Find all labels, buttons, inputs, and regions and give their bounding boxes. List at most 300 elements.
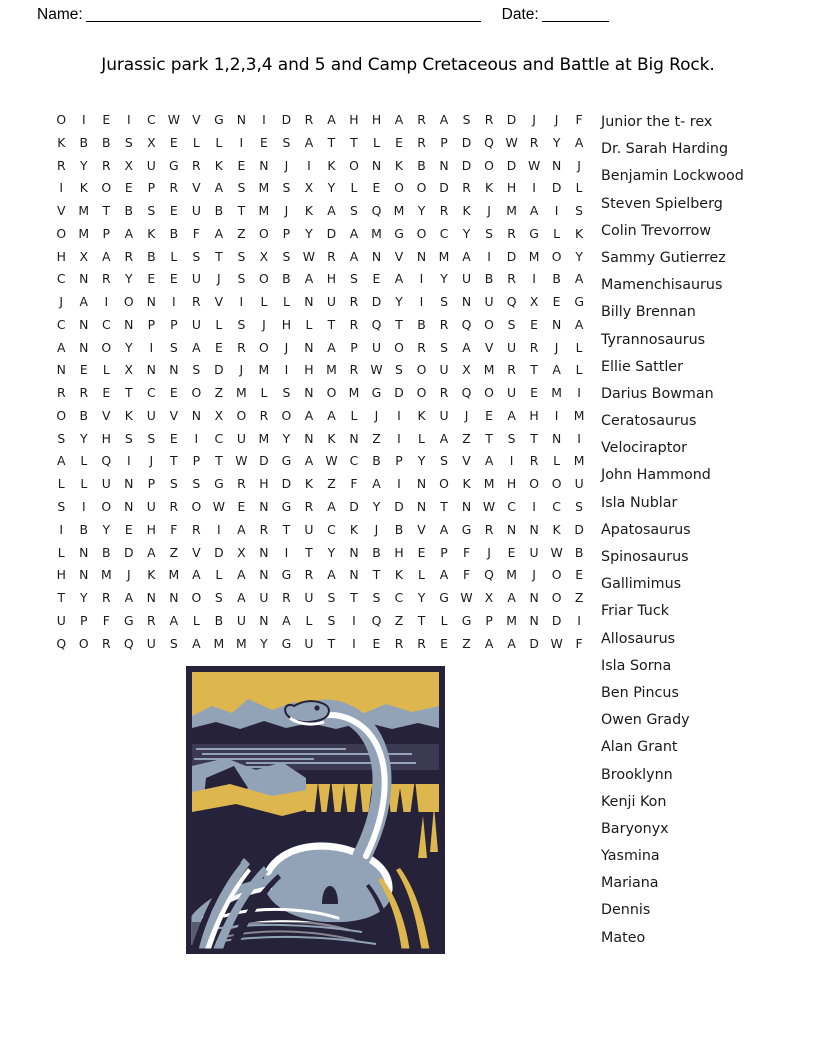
grid-cell[interactable]: N: [529, 590, 539, 606]
grid-cell[interactable]: K: [57, 134, 66, 150]
grid-cell[interactable]: S: [237, 248, 246, 264]
grid-cell[interactable]: B: [394, 521, 404, 537]
grid-cell[interactable]: I: [532, 271, 536, 287]
grid-cell[interactable]: N: [551, 430, 562, 446]
grid-cell[interactable]: G: [281, 499, 292, 515]
grid-cell[interactable]: U: [326, 294, 336, 310]
grid-cell[interactable]: J: [554, 339, 559, 355]
grid-cell[interactable]: W: [302, 248, 316, 264]
grid-cell[interactable]: O: [484, 316, 494, 332]
grid-cell[interactable]: R: [439, 316, 449, 332]
grid-cell[interactable]: A: [529, 203, 539, 219]
grid-cell[interactable]: S: [282, 248, 291, 264]
grid-cell[interactable]: N: [371, 248, 382, 264]
grid-cell[interactable]: B: [147, 248, 156, 264]
grid-cell[interactable]: R: [484, 112, 494, 127]
grid-cell[interactable]: R: [417, 635, 426, 651]
grid-cell[interactable]: Q: [371, 316, 382, 332]
grid-cell[interactable]: K: [327, 157, 336, 173]
grid-cell[interactable]: L: [575, 180, 583, 196]
grid-cell[interactable]: O: [551, 476, 562, 492]
word-list-item[interactable]: Brooklynn: [601, 766, 673, 783]
grid-cell[interactable]: A: [327, 499, 336, 515]
grid-cell[interactable]: F: [350, 476, 358, 492]
grid-cell[interactable]: M: [506, 203, 517, 219]
grid-cell[interactable]: C: [507, 499, 516, 515]
grid-cell[interactable]: S: [192, 476, 201, 492]
grid-cell[interactable]: I: [397, 407, 401, 423]
grid-cell[interactable]: U: [191, 203, 201, 219]
grid-cell[interactable]: J: [284, 339, 289, 355]
grid-cell[interactable]: K: [462, 203, 471, 219]
grid-cell[interactable]: W: [167, 112, 180, 127]
grid-cell[interactable]: D: [371, 294, 382, 310]
grid-cell[interactable]: M: [573, 407, 585, 423]
grid-cell[interactable]: T: [305, 544, 313, 560]
grid-cell[interactable]: U: [146, 407, 156, 423]
grid-cell[interactable]: I: [126, 453, 131, 469]
grid-cell[interactable]: T: [125, 385, 133, 401]
grid-cell[interactable]: F: [170, 521, 178, 537]
grid-cell[interactable]: G: [124, 612, 134, 628]
grid-cell[interactable]: R: [417, 134, 426, 150]
grid-cell[interactable]: B: [169, 225, 179, 241]
grid-cell[interactable]: I: [149, 339, 154, 355]
grid-cell[interactable]: O: [439, 476, 449, 492]
grid-cell[interactable]: E: [214, 339, 223, 355]
grid-cell[interactable]: N: [416, 248, 427, 264]
grid-cell[interactable]: S: [350, 203, 358, 219]
grid-cell[interactable]: Q: [461, 385, 472, 401]
word-list-item[interactable]: John Hammond: [601, 467, 711, 484]
grid-cell[interactable]: Q: [101, 453, 112, 469]
grid-cell[interactable]: B: [282, 271, 291, 287]
grid-cell[interactable]: L: [305, 316, 313, 332]
grid-cell[interactable]: A: [79, 294, 89, 310]
grid-cell[interactable]: H: [394, 544, 404, 560]
grid-cell[interactable]: A: [349, 248, 359, 264]
grid-cell[interactable]: C: [56, 316, 66, 332]
word-list-item[interactable]: Darius Bowman: [601, 385, 714, 402]
grid-cell[interactable]: M: [483, 362, 495, 378]
grid-cell[interactable]: T: [237, 203, 246, 219]
grid-cell[interactable]: A: [57, 339, 66, 355]
grid-cell[interactable]: N: [371, 157, 382, 173]
grid-cell[interactable]: J: [262, 316, 266, 332]
grid-cell[interactable]: H: [326, 271, 337, 287]
grid-cell[interactable]: N: [551, 316, 562, 332]
grid-cell[interactable]: E: [372, 271, 381, 287]
grid-cell[interactable]: S: [237, 316, 246, 332]
word-list-item[interactable]: Kenji Kon: [601, 793, 667, 810]
grid-cell[interactable]: R: [237, 476, 246, 492]
grid-cell[interactable]: S: [282, 180, 291, 196]
grid-cell[interactable]: R: [529, 339, 539, 355]
grid-cell[interactable]: Y: [282, 430, 291, 446]
grid-cell[interactable]: V: [462, 453, 471, 469]
grid-cell[interactable]: B: [214, 612, 224, 628]
grid-cell[interactable]: X: [484, 590, 494, 606]
grid-cell[interactable]: P: [485, 612, 493, 628]
grid-cell[interactable]: E: [102, 385, 111, 401]
grid-cell[interactable]: M: [100, 567, 112, 583]
grid-cell[interactable]: W: [235, 453, 248, 469]
word-list-item[interactable]: Mamenchisaurus: [601, 277, 723, 294]
grid-cell[interactable]: E: [575, 567, 584, 583]
grid-cell[interactable]: U: [146, 499, 156, 515]
grid-cell[interactable]: M: [78, 225, 90, 241]
grid-cell[interactable]: N: [124, 499, 134, 515]
grid-cell[interactable]: Y: [125, 271, 133, 287]
grid-cell[interactable]: T: [350, 590, 358, 606]
grid-cell[interactable]: I: [397, 476, 401, 492]
grid-cell[interactable]: U: [462, 271, 472, 287]
grid-cell[interactable]: G: [281, 453, 292, 469]
grid-cell[interactable]: H: [506, 180, 517, 196]
grid-cell[interactable]: U: [304, 590, 314, 606]
grid-cell[interactable]: V: [102, 407, 111, 423]
grid-cell[interactable]: S: [327, 612, 336, 628]
grid-cell[interactable]: S: [327, 590, 336, 606]
grid-cell[interactable]: Y: [125, 339, 133, 355]
grid-cell[interactable]: D: [439, 180, 449, 196]
grid-cell[interactable]: E: [530, 385, 538, 401]
grid-cell[interactable]: P: [440, 544, 448, 560]
grid-cell[interactable]: X: [237, 544, 246, 560]
grid-cell[interactable]: V: [484, 339, 494, 355]
grid-cell[interactable]: I: [554, 407, 559, 423]
grid-cell[interactable]: Q: [371, 203, 382, 219]
grid-cell[interactable]: N: [124, 476, 134, 492]
grid-cell[interactable]: D: [326, 225, 337, 241]
grid-cell[interactable]: K: [394, 567, 404, 583]
grid-cell[interactable]: A: [147, 544, 156, 560]
grid-cell[interactable]: E: [124, 180, 133, 196]
grid-cell[interactable]: S: [57, 430, 66, 446]
grid-cell[interactable]: G: [281, 567, 292, 583]
grid-cell[interactable]: D: [349, 499, 359, 515]
grid-cell[interactable]: U: [191, 271, 201, 287]
grid-cell[interactable]: N: [349, 430, 359, 446]
grid-cell[interactable]: E: [552, 294, 561, 310]
grid-cell[interactable]: H: [146, 521, 156, 537]
word-list-item[interactable]: Mariana: [601, 875, 659, 892]
grid-cell[interactable]: A: [327, 112, 336, 127]
grid-cell[interactable]: H: [259, 476, 269, 492]
grid-cell[interactable]: O: [101, 339, 112, 355]
grid-cell[interactable]: A: [304, 453, 314, 469]
grid-cell[interactable]: T: [327, 316, 336, 332]
grid-cell[interactable]: R: [101, 635, 111, 651]
grid-cell[interactable]: A: [372, 476, 381, 492]
grid-cell[interactable]: D: [461, 157, 472, 173]
grid-cell[interactable]: O: [484, 385, 494, 401]
word-list-item[interactable]: Steven Spielberg: [601, 195, 723, 212]
word-list-item[interactable]: Gallimimus: [601, 576, 682, 593]
grid-cell[interactable]: A: [327, 203, 336, 219]
word-list-item[interactable]: Isla Sorna: [601, 657, 672, 674]
grid-cell[interactable]: F: [192, 225, 200, 241]
grid-cell[interactable]: H: [56, 567, 66, 583]
grid-cell[interactable]: N: [169, 590, 179, 606]
grid-cell[interactable]: U: [439, 407, 449, 423]
grid-cell[interactable]: E: [485, 407, 493, 423]
grid-cell[interactable]: R: [462, 180, 471, 196]
grid-cell[interactable]: K: [349, 521, 359, 537]
grid-cell[interactable]: M: [483, 476, 495, 492]
grid-cell[interactable]: Y: [395, 294, 403, 310]
grid-cell[interactable]: B: [484, 271, 494, 287]
grid-cell[interactable]: C: [552, 499, 561, 515]
grid-cell[interactable]: U: [304, 635, 314, 651]
grid-cell[interactable]: U: [146, 157, 156, 173]
grid-cell[interactable]: N: [304, 385, 314, 401]
grid-cell[interactable]: Y: [440, 271, 448, 287]
grid-cell[interactable]: K: [394, 157, 404, 173]
grid-cell[interactable]: D: [506, 112, 517, 127]
grid-cell[interactable]: J: [239, 362, 244, 378]
grid-cell[interactable]: V: [192, 112, 201, 127]
grid-cell[interactable]: C: [146, 385, 156, 401]
grid-cell[interactable]: Y: [79, 157, 88, 173]
grid-cell[interactable]: A: [484, 453, 494, 469]
grid-cell[interactable]: E: [237, 499, 246, 515]
grid-cell[interactable]: G: [281, 635, 292, 651]
grid-cell[interactable]: R: [56, 385, 66, 401]
grid-cell[interactable]: Y: [102, 521, 111, 537]
grid-cell[interactable]: L: [80, 453, 88, 469]
grid-cell[interactable]: T: [215, 248, 223, 264]
grid-cell[interactable]: N: [304, 294, 314, 310]
grid-cell[interactable]: X: [529, 294, 539, 310]
grid-cell[interactable]: R: [507, 271, 516, 287]
grid-cell[interactable]: A: [327, 567, 336, 583]
grid-cell[interactable]: P: [147, 316, 156, 332]
grid-cell[interactable]: L: [192, 134, 200, 150]
grid-cell[interactable]: M: [78, 203, 90, 219]
grid-cell[interactable]: M: [551, 385, 562, 401]
grid-cell[interactable]: N: [529, 521, 539, 537]
grid-cell[interactable]: D: [506, 248, 517, 264]
grid-cell[interactable]: R: [147, 612, 156, 628]
grid-cell[interactable]: V: [57, 203, 66, 219]
grid-cell[interactable]: M: [348, 385, 360, 401]
grid-cell[interactable]: E: [395, 134, 403, 150]
grid-cell[interactable]: A: [574, 271, 584, 287]
grid-cell[interactable]: G: [169, 157, 179, 173]
grid-cell[interactable]: N: [259, 157, 269, 173]
grid-cell[interactable]: N: [56, 362, 66, 378]
grid-cell[interactable]: R: [349, 316, 359, 332]
grid-cell[interactable]: O: [78, 635, 89, 651]
grid-cell[interactable]: C: [56, 271, 66, 287]
grid-cell[interactable]: F: [575, 112, 583, 127]
grid-cell[interactable]: M: [326, 362, 337, 378]
grid-cell[interactable]: P: [192, 453, 201, 469]
grid-cell[interactable]: U: [146, 635, 156, 651]
grid-cell[interactable]: R: [529, 134, 539, 150]
grid-cell[interactable]: O: [191, 590, 202, 606]
grid-cell[interactable]: J: [374, 521, 379, 537]
grid-cell[interactable]: E: [169, 203, 178, 219]
grid-cell[interactable]: Q: [56, 635, 67, 651]
grid-cell[interactable]: L: [553, 453, 561, 469]
grid-cell[interactable]: P: [395, 453, 403, 469]
grid-cell[interactable]: M: [371, 225, 382, 241]
grid-cell[interactable]: H: [304, 362, 314, 378]
grid-cell[interactable]: S: [169, 476, 178, 492]
grid-cell[interactable]: F: [575, 635, 583, 651]
grid-cell[interactable]: O: [551, 567, 562, 583]
grid-cell[interactable]: K: [124, 407, 133, 423]
grid-cell[interactable]: K: [304, 203, 313, 219]
grid-cell[interactable]: E: [259, 134, 268, 150]
grid-cell[interactable]: M: [236, 635, 247, 651]
grid-cell[interactable]: M: [258, 430, 270, 446]
grid-cell[interactable]: E: [372, 635, 381, 651]
grid-cell[interactable]: I: [554, 203, 559, 219]
grid-cell[interactable]: Z: [169, 544, 179, 560]
grid-cell[interactable]: K: [417, 407, 426, 423]
grid-cell[interactable]: H: [101, 430, 111, 446]
grid-cell[interactable]: D: [574, 521, 584, 537]
grid-cell[interactable]: A: [507, 407, 516, 423]
grid-cell[interactable]: K: [552, 521, 561, 537]
grid-cell[interactable]: J: [126, 567, 131, 583]
grid-cell[interactable]: R: [394, 635, 404, 651]
grid-cell[interactable]: L: [260, 294, 268, 310]
grid-cell[interactable]: V: [192, 544, 201, 560]
grid-cell[interactable]: G: [214, 112, 224, 127]
grid-cell[interactable]: T: [327, 635, 336, 651]
grid-cell[interactable]: C: [327, 521, 336, 537]
grid-cell[interactable]: L: [418, 430, 425, 446]
grid-cell[interactable]: B: [574, 544, 584, 560]
grid-cell[interactable]: K: [147, 225, 156, 241]
grid-cell[interactable]: O: [259, 339, 269, 355]
grid-cell[interactable]: U: [236, 430, 246, 446]
grid-cell[interactable]: D: [461, 134, 472, 150]
grid-cell[interactable]: A: [57, 453, 66, 469]
grid-cell[interactable]: D: [551, 180, 562, 196]
grid-cell[interactable]: Z: [237, 225, 246, 241]
grid-cell[interactable]: R: [327, 248, 336, 264]
grid-cell[interactable]: U: [439, 362, 449, 378]
grid-cell[interactable]: I: [126, 112, 131, 127]
grid-cell[interactable]: M: [168, 567, 180, 583]
grid-cell[interactable]: I: [284, 544, 289, 560]
grid-cell[interactable]: O: [191, 499, 202, 515]
grid-cell[interactable]: I: [104, 294, 109, 310]
grid-cell[interactable]: S: [192, 248, 201, 264]
grid-cell[interactable]: A: [237, 590, 246, 606]
grid-cell[interactable]: L: [282, 294, 290, 310]
grid-cell[interactable]: A: [282, 612, 291, 628]
grid-cell[interactable]: Y: [372, 499, 381, 515]
grid-cell[interactable]: B: [372, 453, 381, 469]
grid-cell[interactable]: E: [417, 544, 426, 560]
grid-cell[interactable]: Y: [79, 590, 88, 606]
grid-cell[interactable]: C: [439, 225, 449, 241]
grid-cell[interactable]: U: [574, 476, 584, 492]
grid-cell[interactable]: U: [304, 521, 314, 537]
grid-cell[interactable]: U: [371, 339, 382, 355]
grid-cell[interactable]: B: [102, 544, 111, 560]
grid-cell[interactable]: N: [461, 294, 472, 310]
grid-cell[interactable]: I: [81, 499, 86, 515]
grid-cell[interactable]: L: [192, 612, 200, 628]
grid-cell[interactable]: I: [239, 134, 244, 150]
grid-cell[interactable]: S: [147, 430, 156, 446]
grid-cell[interactable]: U: [529, 544, 539, 560]
grid-cell[interactable]: L: [350, 407, 358, 423]
grid-cell[interactable]: A: [304, 134, 314, 150]
grid-cell[interactable]: T: [485, 430, 493, 446]
grid-cell[interactable]: M: [258, 362, 270, 378]
grid-cell[interactable]: R: [169, 180, 179, 196]
grid-cell[interactable]: N: [349, 567, 359, 583]
grid-cell[interactable]: U: [191, 316, 201, 332]
grid-cell[interactable]: X: [259, 248, 269, 264]
grid-cell[interactable]: N: [79, 316, 89, 332]
grid-cell[interactable]: Y: [417, 590, 426, 606]
word-list-item[interactable]: Mateo: [601, 929, 646, 946]
grid-cell[interactable]: A: [574, 134, 584, 150]
grid-cell[interactable]: I: [509, 453, 514, 469]
grid-cell[interactable]: S: [440, 339, 448, 355]
word-list-item[interactable]: Colin Trevorrow: [601, 222, 712, 239]
grid-cell[interactable]: R: [417, 112, 426, 127]
grid-cell[interactable]: J: [464, 407, 469, 423]
grid-cell[interactable]: C: [101, 316, 111, 332]
grid-cell[interactable]: V: [192, 180, 201, 196]
grid-cell[interactable]: L: [305, 612, 313, 628]
grid-cell[interactable]: E: [102, 112, 111, 127]
grid-cell[interactable]: S: [282, 385, 291, 401]
grid-cell[interactable]: E: [507, 544, 516, 560]
grid-cell[interactable]: N: [169, 362, 179, 378]
grid-cell[interactable]: N: [259, 499, 269, 515]
grid-cell[interactable]: R: [529, 453, 539, 469]
grid-cell[interactable]: A: [237, 567, 246, 583]
grid-cell[interactable]: J: [554, 112, 559, 127]
grid-cell[interactable]: T: [170, 453, 178, 469]
grid-cell[interactable]: L: [215, 134, 223, 150]
grid-cell[interactable]: A: [462, 248, 471, 264]
grid-cell[interactable]: J: [284, 157, 289, 173]
grid-cell[interactable]: Z: [372, 430, 381, 446]
grid-cell[interactable]: A: [439, 567, 449, 583]
grid-cell[interactable]: E: [169, 430, 178, 446]
grid-cell[interactable]: S: [169, 635, 178, 651]
grid-cell[interactable]: G: [394, 225, 404, 241]
grid-cell[interactable]: W: [212, 499, 225, 515]
grid-cell[interactable]: R: [101, 157, 111, 173]
grid-cell[interactable]: O: [259, 271, 269, 287]
grid-cell[interactable]: V: [394, 248, 404, 264]
grid-cell[interactable]: K: [214, 157, 223, 173]
grid-cell[interactable]: T: [215, 453, 223, 469]
grid-cell[interactable]: I: [577, 612, 581, 628]
grid-cell[interactable]: R: [282, 590, 291, 606]
word-list-item[interactable]: Isla Nublar: [601, 494, 678, 511]
grid-cell[interactable]: B: [79, 521, 89, 537]
grid-cell[interactable]: O: [416, 225, 427, 241]
grid-cell[interactable]: J: [284, 203, 289, 219]
grid-cell[interactable]: J: [149, 453, 154, 469]
grid-cell[interactable]: Y: [575, 248, 583, 264]
grid-cell[interactable]: W: [550, 635, 563, 651]
